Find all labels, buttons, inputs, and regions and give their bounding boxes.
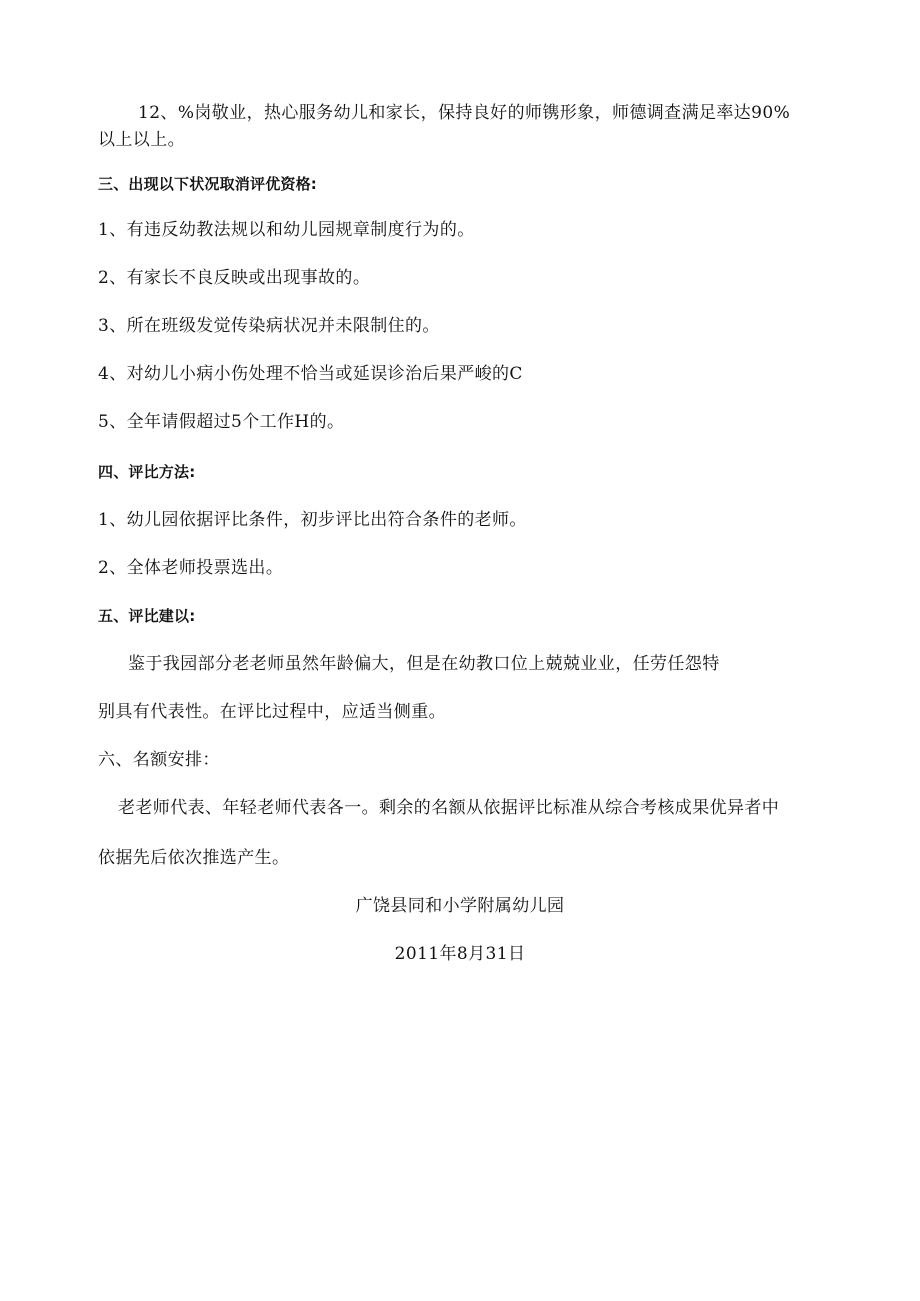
section-5-line-1: 鉴于我园部分老老师虽然年龄偏大，但是在幼教口位上兢兢业业，任劳任怨特 <box>128 654 720 674</box>
section-6-line-2: 依据先后依次推选产生。 <box>98 848 290 868</box>
section-3-item-4: 4、对幼儿小病小伤处理不恰当或延误诊治后果严峻的C <box>98 364 523 384</box>
section-3-item-1: 1、有违反幼教法规以和幼儿园规章制度行为的。 <box>98 220 475 240</box>
section-5-heading: 五、评比建以: <box>98 607 196 625</box>
section-4-heading: 四、评比方法: <box>98 463 196 481</box>
signature-date: 2011年8月31日 <box>394 944 526 964</box>
section-3-item-2: 2、有家长不良反映或出现事故的。 <box>98 268 371 288</box>
section-6-line-1: 老老师代表、年轻老师代表各一。剩余的名额从依据评比标准从综合考核成果优异者中 <box>118 798 780 818</box>
item-12-line-2: 以上以上。 <box>98 130 185 150</box>
signature-organization: 广饶县同和小学附属幼儿园 <box>355 896 565 916</box>
section-3-item-3: 3、所在班级发觉传染病状况并未限制住的。 <box>98 316 440 336</box>
section-6-heading: 六、名额安排： <box>98 750 220 770</box>
section-5-line-2: 别具有代表性。在评比过程中，应适当侧重。 <box>98 702 446 722</box>
item-12-line-1: 12、%岗敬业，热心服务幼儿和家长，保持良好的师镌形象，师德调查满足率达90% <box>138 103 791 123</box>
section-4-item-2: 2、全体老师投票选出。 <box>98 558 284 578</box>
section-4-item-1: 1、幼儿园依据评比条件，初步评比出符合条件的老师。 <box>98 510 527 530</box>
section-3-item-5: 5、全年请假超过5个工作H的。 <box>98 412 345 432</box>
section-3-heading: 三、出现以下状况取消评优资格: <box>98 175 317 193</box>
